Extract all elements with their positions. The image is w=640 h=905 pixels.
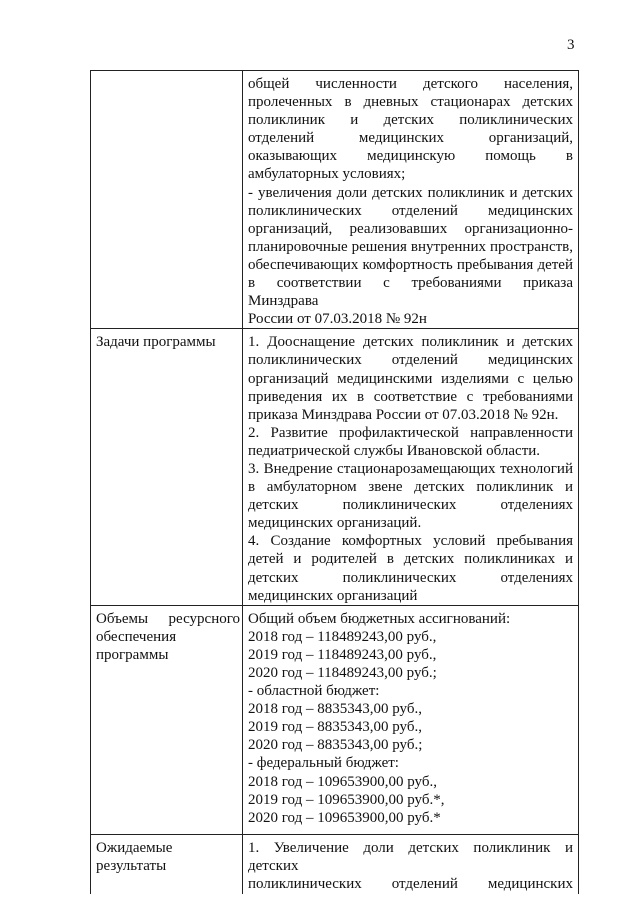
content-line: амбулаторных условиях;	[248, 166, 406, 183]
row-label: Объемы ресурсного обеспечения программы	[91, 605, 243, 834]
content-line: педиатрической службы Ивановской области.	[248, 442, 541, 459]
content-line: 1. Дооснащение детских поликлиник и детских	[248, 334, 573, 351]
content-line: детских поликлинических отделениях	[248, 569, 573, 586]
content-line: оказывающих медицинскую помощь в	[248, 148, 573, 165]
table-row	[91, 834, 579, 894]
content-line: медицинских организаций	[248, 587, 418, 604]
content-line: организаций медицинскими изделиями с целью	[248, 370, 573, 387]
content-line: - увеличения доли детских поликлиник и детских	[248, 184, 573, 201]
content-line: Общий объем бюджетных ассигнований:	[248, 610, 511, 627]
row-label	[91, 71, 243, 329]
row-content	[243, 71, 579, 329]
content-line: в соответствии с требованиями приказа Минздрава	[248, 275, 573, 310]
content-line: детей и родителей в детских поликлиниках и	[248, 551, 573, 568]
page-number: 3	[567, 37, 575, 53]
content-line: - федеральный бюджет:	[248, 755, 399, 772]
content-line: 2019 год – 8835343,00 руб.,	[248, 719, 422, 736]
program-passport-table	[90, 70, 579, 894]
content-line: поликлинических отделений медицинских	[248, 202, 573, 219]
content-line: 2018 год – 118489243,00 руб.,	[248, 628, 437, 645]
row-content	[243, 834, 579, 894]
content-line: 4. Создание комфортных условий пребывания	[248, 533, 573, 550]
content-line: 2019 год – 109653900,00 руб.*,	[248, 791, 445, 808]
row-label: Ожидаемые результаты	[91, 834, 243, 894]
content-line: России от 07.03.2018 № 92н	[248, 311, 427, 328]
content-line: медицинских организаций.	[248, 515, 422, 532]
row-content	[243, 329, 579, 605]
content-line: 2020 год – 8835343,00 руб.;	[248, 737, 423, 754]
content-line: 2. Развитие профилактической направленности	[248, 424, 573, 441]
content-line: 2018 год – 8835343,00 руб.,	[248, 701, 422, 718]
content-line: 3. Внедрение стационарозамещающих технологий	[248, 460, 573, 477]
content-line: 2019 год – 118489243,00 руб.,	[248, 646, 437, 663]
content-line: поликлинических отделений медицинских	[248, 875, 573, 892]
content-line: поликлинических отделений медицинских	[248, 352, 573, 369]
table-row	[91, 71, 579, 329]
content-line: общей численности детского населения,	[248, 76, 573, 92]
content-line: организаций, реализовавших организационно-	[248, 220, 573, 237]
content-line: 2020 год – 109653900,00 руб.*	[248, 809, 441, 826]
content-line: обеспечивающих комфортность пребывания детей	[248, 256, 573, 273]
content-line: детских поликлинических отделениях	[248, 497, 573, 514]
content-line: - областной бюджет:	[248, 683, 380, 700]
content-line: отделений медицинских организаций,	[248, 130, 573, 147]
content-line: 1. Увеличение доли детских поликлиник и детских	[248, 839, 573, 874]
row-label: Задачи программы	[91, 329, 243, 605]
content-line: пролеченных в дневных стационарах детских	[248, 94, 573, 111]
content-line: 2020 год – 118489243,00 руб.;	[248, 665, 437, 681]
row-content	[243, 605, 579, 834]
content-line: в амбулаторном звене детских поликлиник и	[248, 479, 573, 496]
content-line: приказа Минздрава России от 07.03.2018 № 92н.	[248, 406, 559, 423]
content-line: поликлиник и детских поликлинических	[248, 112, 573, 129]
table-row	[91, 605, 579, 834]
content-line: 2018 год – 109653900,00 руб.,	[248, 773, 437, 790]
table-row	[91, 329, 579, 605]
content-line: приведения их в соответствие с требованиями	[248, 388, 573, 405]
content-line: планировочные решения внутренних пространств,	[248, 238, 573, 255]
